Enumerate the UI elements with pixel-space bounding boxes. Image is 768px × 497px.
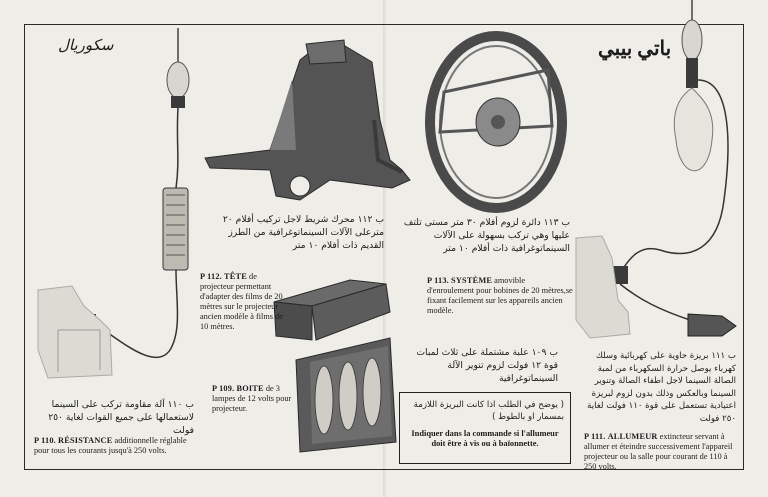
p109-arabic: ب ١٠٩ علبة مشتملة على ثلاث لمبات قوة ١٢ فولت لزوم تنوير الآلة السينماتوغرافية	[416, 347, 558, 384]
p111-french	[584, 432, 736, 472]
order-note-french: Indiquer dans la commande si l'allumeur doit être à vis ou à baïonnette.	[411, 429, 559, 448]
p110-arabic: ب ١١٠ آلة مقاومة تركب على السينما لاستعمالها على جميع القوات لغاية ٢٥٠ فولت	[48, 399, 194, 436]
p113-text: amovible d'enroulement pour bobines de 20 mètres,se fixant facilement sur les appareils ancien modèle.	[427, 276, 573, 315]
p112-arabic: ب ١١٢ محرك شريط لاجل تركيب أفلام ٢٠ مترعلى الآلات السينماتوغرافية من الطرز القديم ذات أفلام ١٠ متر	[222, 214, 384, 251]
p111-arabic: ب ١١١ بريزة حاوية على كهربائية وسلك كهرباء يوصل حرارة السكهرباء من لمبة الصالة السينما لاجل اطفاء الصالة وتنوير السينما وبالعكس وذلك بدون لزوم لبريزة اعتيادية تستعمل على قوة ١١٠ فولت لغاية ٢٥٠ فولت	[587, 351, 736, 424]
p113-french	[427, 276, 573, 316]
p109-french	[212, 384, 294, 414]
p111-text: extincteur servant à allumer et éteindre successivement l'appareil projecteur ou la salle pour courant de 110 à 250 volts.	[584, 432, 733, 471]
p109-code: P 109.	[212, 384, 235, 393]
p113-arabic: ب ١١٣ دائرة لزوم أفلام ٣٠ متر مستى تلتف عليها وهي تركب بسهولة على الآلات السينماتوغرافية ذات أفلام ١٠ متر	[403, 217, 570, 254]
p111-title: ALLUMEUR	[607, 432, 658, 441]
order-note-box	[399, 392, 571, 464]
p113-code: P 113.	[427, 276, 449, 285]
p112-code: P 112.	[200, 272, 222, 281]
p110-title: RÉSISTANCE	[58, 436, 113, 445]
p110-code: P 110.	[34, 436, 56, 445]
p109-title: BOITE	[236, 384, 264, 393]
p111-code: P 111.	[584, 432, 606, 441]
p113-title: SYSTÈME	[451, 276, 493, 285]
header-right-brand: باتي بيبي	[598, 38, 672, 60]
p110-french	[34, 436, 202, 456]
p109-text: de 3 lampes de 12 volts pour projecteur.	[212, 384, 292, 413]
header-left-logo: سكوريال	[58, 38, 114, 54]
p112-french	[200, 272, 290, 332]
p112-title: TÊTE	[224, 272, 247, 281]
order-note-arabic: ( يوضح في الطلب اذا كانت البريزة اللازمة بمسمار او بالطوط )	[413, 400, 564, 422]
p110-text: additionnelle réglable pour tous les courants jusqu'à 250 volts.	[34, 436, 187, 455]
p112-text: de projecteur permettant d'adapter des films de 20 mètres sur le projecteur ancien modèle à films de 10 mètres.	[200, 272, 283, 331]
